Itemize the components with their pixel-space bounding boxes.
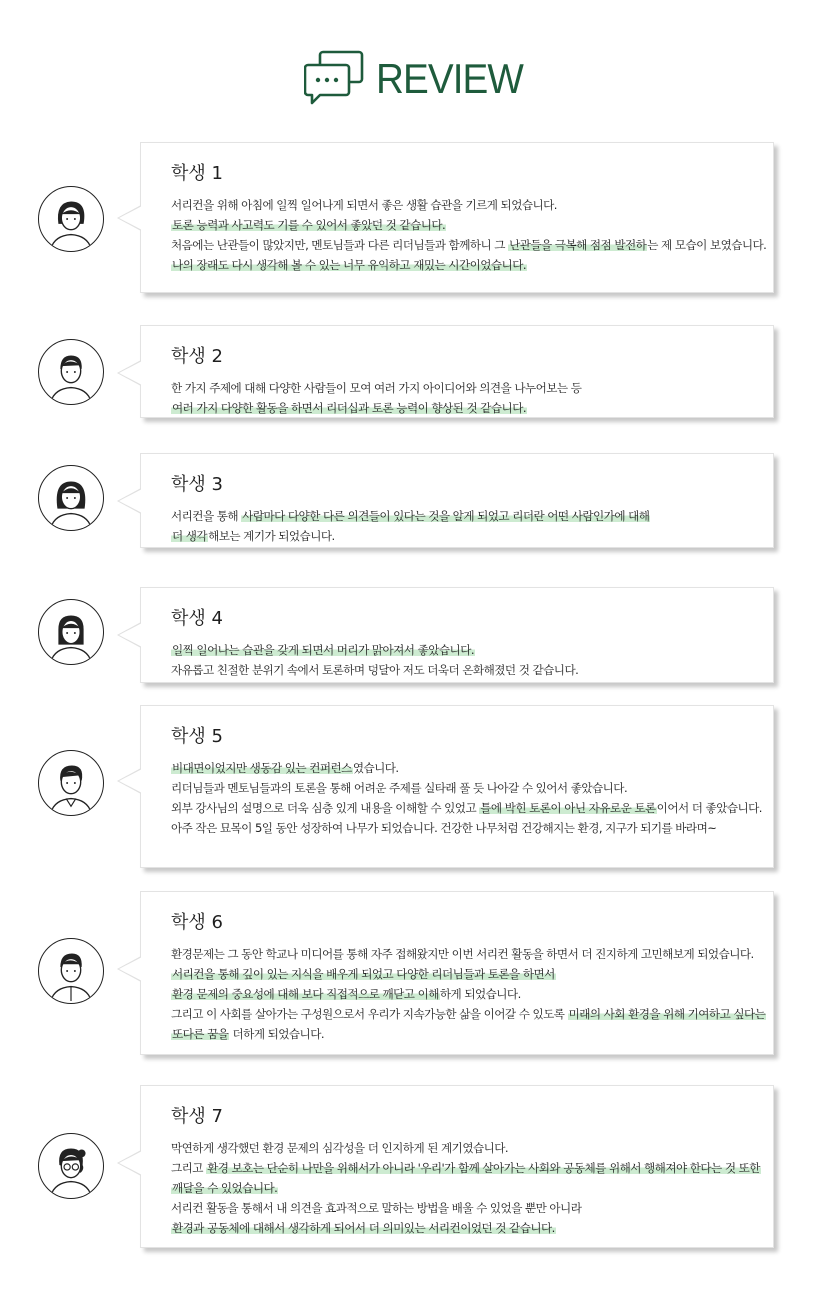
review-text-segment: 자유롭고 친절한 분위기 속에서 토론하며 덩달아 저도 더욱더 온화해졌던 것 같습니다. — [171, 663, 579, 677]
review-text — [171, 506, 753, 546]
review-text-segment: 더하게 되었습니다. — [229, 1027, 324, 1041]
review-text — [171, 944, 766, 1044]
review-line — [171, 526, 753, 546]
review-text-segment: 아주 작은 묘목이 5일 동안 성장하여 나무가 되었습니다. 건강한 나무처럼 건강해지는 환경, 지구가 되기를 바라며~ — [171, 821, 717, 835]
chat-bubbles-icon — [304, 49, 366, 105]
review-bubble — [140, 705, 774, 868]
highlighted-text: 환경과 공동체에 대해서 생각하게 되어서 더 의미있는 서리컨이었던 것 같습니다. — [172, 1221, 555, 1235]
review-line — [171, 1004, 766, 1024]
review-line — [171, 964, 753, 984]
review-text-segment: 는 제 모습이 보였습니다. — [647, 238, 767, 252]
review-line — [171, 1024, 753, 1044]
review-bubble — [140, 325, 774, 418]
review-line — [171, 778, 753, 798]
review-line — [171, 398, 753, 418]
student-avatar-icon — [38, 465, 104, 531]
review-text — [171, 1138, 760, 1238]
highlighted-text: 깨달을 수 있었습니다. — [172, 1181, 278, 1195]
student-name: 학생 4 — [171, 608, 223, 629]
student-name: 학생 3 — [171, 474, 223, 495]
review-bubble — [140, 142, 774, 293]
student-avatar-icon — [38, 1133, 104, 1199]
highlighted-text: 토론 능력과 사고력도 기를 수 있어서 좋았던 것 같습니다. — [172, 218, 446, 232]
student-avatar-icon — [38, 599, 104, 665]
review-text-segment: 이어서 더 좋았습니다. — [656, 801, 762, 815]
review-text-segment: 서리컨 활동을 통해서 내 의견을 효과적으로 말하는 방법을 배울 수 있었을 뿐만 아니라 — [171, 1201, 582, 1215]
highlighted-text: 여러 가지 다양한 활동을 하면서 리더십과 토론 능력이 향상된 것 같습니다. — [172, 401, 526, 415]
review-line — [171, 640, 753, 660]
review-bubble — [140, 1085, 774, 1248]
highlighted-text: 비대면이었지만 생동감 있는 컨퍼런스 — [172, 761, 352, 775]
review-text-segment: 외부 강사님의 설명으로 더욱 심층 있게 내용을 이해할 수 있었고 — [171, 801, 480, 815]
review-text — [171, 378, 753, 418]
review-line — [171, 1218, 753, 1238]
review-line — [171, 378, 753, 398]
highlighted-text: 더 생각 — [172, 529, 208, 543]
review-text-segment: 환경문제는 그 동안 학교나 미디어를 통해 자주 접해왔지만 이번 서리컨 활동을 하면서 더 진지하게 고민해보게 되었습니다. — [171, 947, 754, 961]
student-avatar-icon — [38, 186, 104, 252]
review-line — [171, 944, 753, 964]
review-text — [171, 640, 753, 680]
highlighted-text: 환경 문제의 중요성에 대해 보다 직접적으로 깨닫고 이해 — [172, 987, 439, 1001]
review-text-segment: 하게 되었습니다. — [439, 987, 521, 1001]
review-line — [171, 660, 753, 680]
highlighted-text: 나의 장래도 다시 생각해 볼 수 있는 너무 유익하고 재밌는 시간이었습니다. — [172, 258, 526, 272]
student-avatar-icon — [38, 750, 104, 816]
review-text-segment: 서리컨을 통해 — [171, 509, 242, 523]
review-line — [171, 798, 762, 818]
review-text-segment: 그리고 이 사회를 살아가는 구성원으로서 우리가 지속가능한 삶을 이어갈 수 있도록 — [171, 1007, 568, 1021]
review-text-segment: 처음에는 난관들이 많았지만, 멘토님들과 다른 리더님들과 함께하니 그 — [171, 238, 509, 252]
highlighted-text: 서리컨을 통해 깊이 있는 지식을 배우게 되었고 다양한 리더님들과 토론을 하면서 — [172, 967, 555, 981]
page-title: REVIEW — [376, 55, 524, 102]
review-line — [171, 506, 753, 526]
review-bubble — [140, 587, 774, 683]
student-name: 학생 6 — [171, 912, 223, 933]
highlighted-text: 미래의 사회 환경을 위해 기여하고 싶다는 — [568, 1007, 766, 1021]
review-line — [171, 1198, 753, 1218]
student-avatar-icon — [38, 938, 104, 1004]
review-text-segment: 막연하게 생각했던 환경 문제의 심각성을 더 인지하게 된 계기였습니다. — [171, 1141, 509, 1155]
review-text-segment: 한 가지 주제에 대해 다양한 사람들이 모여 여러 가지 아이디어와 의견을 나누어보는 등 — [171, 381, 582, 395]
student-avatar-icon — [38, 339, 104, 405]
highlighted-text: 난관들을 극복해 점점 발전하 — [509, 238, 647, 252]
review-line — [171, 255, 753, 275]
student-name: 학생 1 — [171, 163, 223, 184]
review-text-segment: 였습니다. — [352, 761, 399, 775]
review-text-segment: 서리컨을 위해 아침에 일찍 일어나게 되면서 좋은 생활 습관을 기르게 되었습니다. — [171, 198, 557, 212]
student-name: 학생 5 — [171, 726, 223, 747]
review-text — [171, 195, 767, 275]
review-line — [171, 215, 753, 235]
review-text — [171, 758, 762, 838]
review-bubble — [140, 891, 774, 1055]
review-text-segment: 그리고 — [171, 1161, 207, 1175]
review-line — [171, 758, 753, 778]
highlighted-text: 틀에 박힌 토론이 아닌 자유로운 토론 — [480, 801, 656, 815]
review-line — [171, 1178, 753, 1198]
highlighted-text: 또다른 꿈을 — [172, 1027, 229, 1041]
highlighted-text: 환경 보호는 단순히 나만을 위해서가 아니라 '우리'가 함께 살아가는 사회와 공동체를 위해서 행해져야 한다는 것 또한 — [207, 1161, 760, 1175]
highlighted-text: 사람마다 다양한 다른 의견들이 있다는 것을 알게 되었고 리더란 어떤 사람인가에 대해 — [242, 509, 650, 523]
student-name: 학생 7 — [171, 1106, 223, 1127]
review-line — [171, 235, 767, 255]
review-line — [171, 1158, 760, 1178]
review-line — [171, 984, 753, 1004]
review-line — [171, 818, 753, 838]
student-name: 학생 2 — [171, 346, 223, 367]
highlighted-text: 일찍 일어나는 습관을 갖게 되면서 머리가 맑아져서 좋았습니다. — [172, 643, 474, 657]
review-text-segment: 해보는 계기가 되었습니다. — [208, 529, 335, 543]
review-bubble — [140, 453, 774, 548]
review-line — [171, 195, 753, 215]
review-line — [171, 1138, 753, 1158]
review-header — [0, 44, 840, 114]
review-text-segment: 리더님들과 멘토님들과의 토론을 통해 어려운 주제를 실타래 풀 듯 나아갈 수 있어서 좋았습니다. — [171, 781, 628, 795]
